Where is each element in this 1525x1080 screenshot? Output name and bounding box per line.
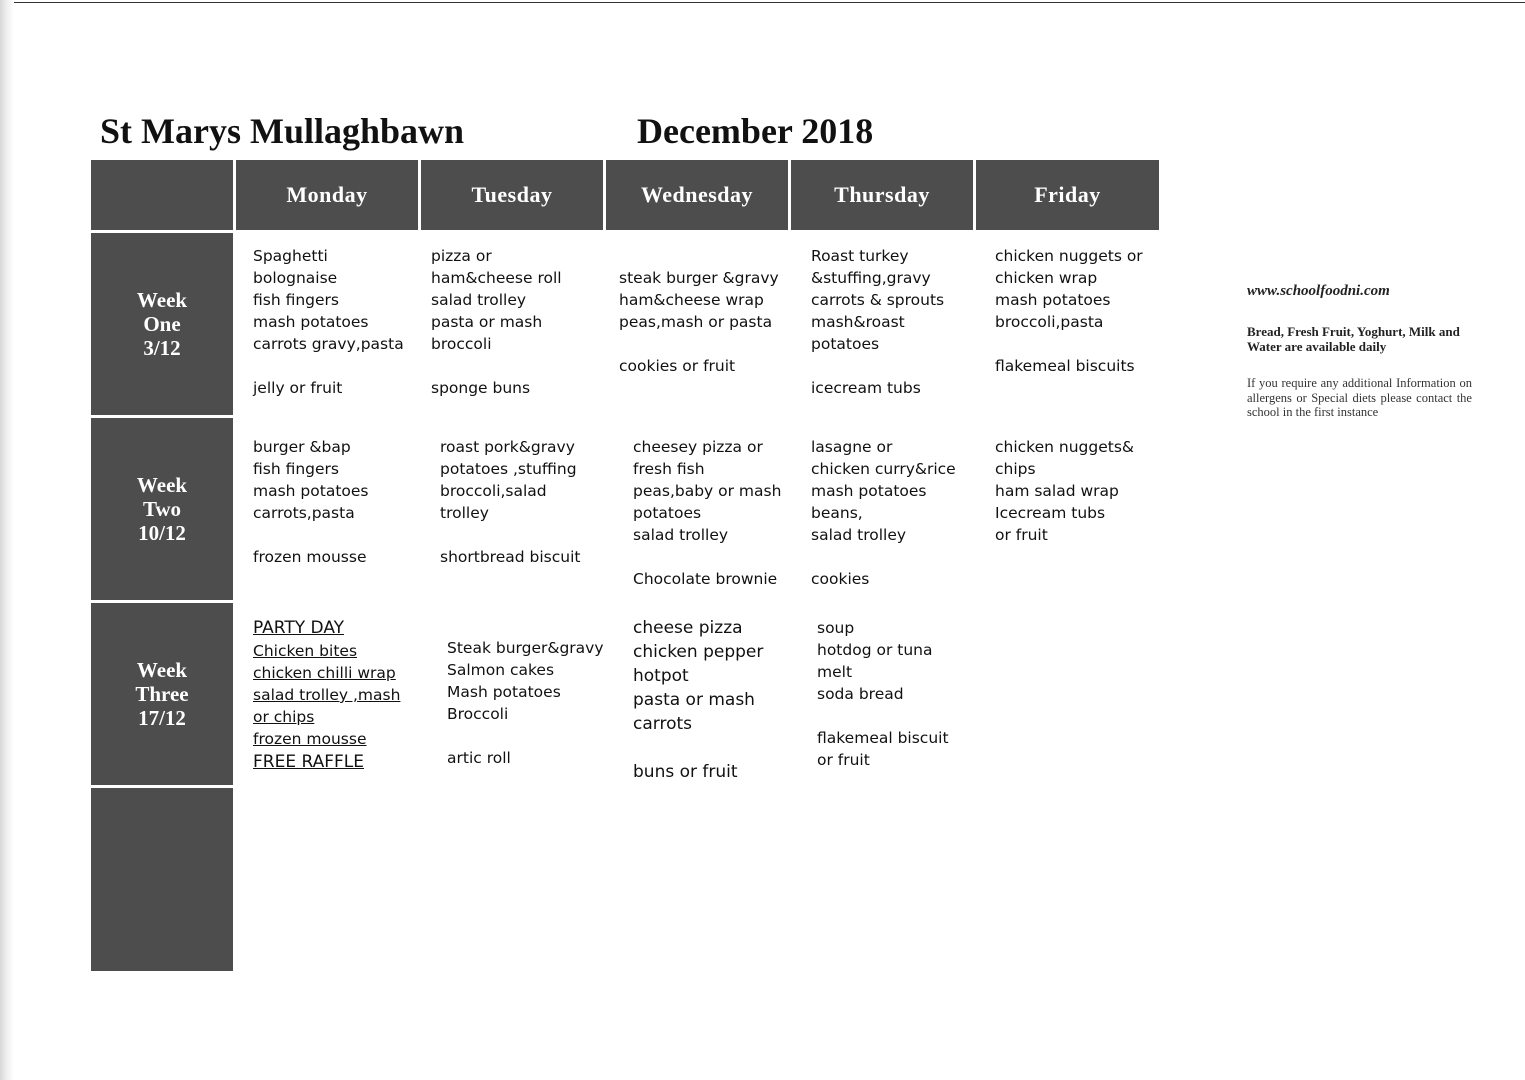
menu-line: steak burger &gravy [619,269,779,287]
menu-line [995,333,1143,355]
menu-line: burger &bap [253,438,351,456]
menu-line: fish fingers [253,291,339,309]
menu-week2-friday [995,436,1134,546]
menu-week2-thursday [811,436,956,590]
menu-week3-tuesday [447,637,604,769]
menu-line: flakemeal biscuit [817,729,949,747]
menu-line: chicken wrap [995,269,1098,287]
menu-line [811,546,956,568]
menu-line: flakemeal biscuits [995,357,1135,375]
menu-line: Broccoli [447,705,509,723]
menu-week1-friday [995,245,1143,377]
menu-line: carrots gravy,pasta [253,335,404,353]
menu-line: salad trolley [431,291,527,309]
menu-line: mash potatoes [253,313,369,331]
website-link[interactable]: www.schoolfoodni.com [1247,283,1390,299]
left-scan-edge [0,0,14,1080]
menu-week1-monday [253,245,404,399]
menu-line: mash potatoes [811,482,927,500]
menu-line: beans, [811,504,863,522]
menu-line: broccoli,salad [440,482,547,500]
menu-line: chicken pepper [633,642,764,662]
menu-line [253,524,369,546]
menu-line: peas,mash or pasta [619,313,773,331]
menu-line: or fruit [995,526,1048,544]
month-title: December 2018 [637,111,874,151]
menu-line: lasagne or [811,438,893,456]
menu-line: pasta or mash [633,690,755,710]
menu-line: pizza or [431,247,492,265]
day-header-wednesday: Wednesday [606,160,788,230]
menu-line: potatoes [811,335,880,353]
menu-line: Chocolate brownie [633,570,778,588]
week-four-empty-cell [91,788,233,971]
menu-line: &stuffing,gravy [811,269,931,287]
menu-week2-monday [253,436,369,568]
menu-line: artic roll [447,749,511,767]
corner-header-cell [91,160,233,230]
menu-line: cookies [811,570,870,588]
menu-week1-thursday [811,245,944,399]
menu-line: chicken chilli wrap [253,664,396,682]
menu-line: salad trolley [811,526,907,544]
menu-line: roast pork&gravy [440,438,575,456]
menu-line: bolognaise [253,269,338,287]
menu-line: fresh fish [633,460,705,478]
menu-line: soup [817,619,855,637]
menu-line: carrots & sprouts [811,291,945,309]
menu-line: peas,baby or mash [633,482,782,500]
menu-line: hotpot [633,666,689,686]
week-three-label: Week Three 17/12 [91,603,233,785]
menu-line: chips [995,460,1036,478]
menu-line: Mash potatoes [447,683,561,701]
menu-line: chicken nuggets or [995,247,1143,265]
menu-line: sponge buns [431,379,531,397]
menu-line: Roast turkey [811,247,909,265]
menu-week1-tuesday [431,245,562,399]
day-header-tuesday: Tuesday [421,160,603,230]
menu-line: chicken nuggets& [995,438,1134,456]
menu-line: fish fingers [253,460,339,478]
menu-week3-thursday [817,617,949,771]
menu-line [431,355,562,377]
menu-week2-wednesday [633,436,781,590]
menu-line: cookies or fruit [619,357,736,375]
menu-line: or fruit [817,751,870,769]
menu-line [447,725,604,747]
menu-line: trolley [440,504,489,522]
menu-line [633,546,781,568]
menu-line: potatoes ,stuffing [440,460,577,478]
menu-line [440,524,580,546]
menu-line [817,705,949,727]
menu-line: shortbread biscuit [440,548,581,566]
menu-line [633,736,763,760]
menu-line: frozen mousse [253,730,367,748]
top-scan-line [0,2,1525,3]
menu-line: melt [817,663,853,681]
menu-line: Salmon cakes [447,661,555,679]
menu-line: salad trolley ,mash [253,686,401,704]
menu-line: frozen mousse [253,548,367,566]
menu-line: salad trolley [633,526,729,544]
allergen-info-note: If you require any additional Information on allergens or Special diets please contact the school in the first instance [1247,376,1472,419]
menu-line [811,355,944,377]
menu-line: mash potatoes [995,291,1111,309]
menu-week3-wednesday [633,616,763,784]
menu-line: icecream tubs [811,379,921,397]
menu-line: potatoes [633,504,702,522]
menu-line: broccoli,pasta [995,313,1104,331]
menu-line: buns or fruit [633,762,738,782]
menu-line: or chips [253,708,315,726]
menu-line: carrots [633,714,692,734]
menu-line: pasta or mash [431,313,543,331]
menu-line: jelly or fruit [253,379,343,397]
menu-line: cheese pizza [633,618,743,638]
day-header-thursday: Thursday [791,160,973,230]
menu-line: Steak burger&gravy [447,639,604,657]
menu-line [253,355,404,377]
menu-line: chicken curry&rice [811,460,956,478]
day-header-friday: Friday [976,160,1159,230]
menu-week2-tuesday [440,436,580,568]
menu-line: PARTY DAY [253,618,345,638]
menu-line: broccoli [431,335,492,353]
daily-availability-note: Bread, Fresh Fruit, Yoghurt, Milk and Water are available daily [1247,324,1460,354]
menu-line: Icecream tubs [995,504,1106,522]
school-title: St Marys Mullaghbawn [100,111,465,151]
menu-week3-monday [253,616,400,774]
menu-line [619,333,779,355]
menu-line: carrots,pasta [253,504,355,522]
menu-line: hotdog or tuna [817,641,933,659]
menu-week1-wednesday [619,267,779,377]
menu-line: soda bread [817,685,904,703]
menu-line: cheesey pizza or [633,438,763,456]
menu-line: ham&cheese roll [431,269,562,287]
day-header-monday: Monday [236,160,418,230]
week-two-label: Week Two 10/12 [91,418,233,600]
menu-line: mash&roast [811,313,905,331]
menu-line: ham salad wrap [995,482,1119,500]
week-one-label: Week One 3/12 [91,233,233,415]
menu-line: mash potatoes [253,482,369,500]
menu-line: FREE RAFFLE [253,752,364,772]
menu-line: Spaghetti [253,247,328,265]
menu-line: Chicken bites [253,642,358,660]
menu-line: ham&cheese wrap [619,291,764,309]
